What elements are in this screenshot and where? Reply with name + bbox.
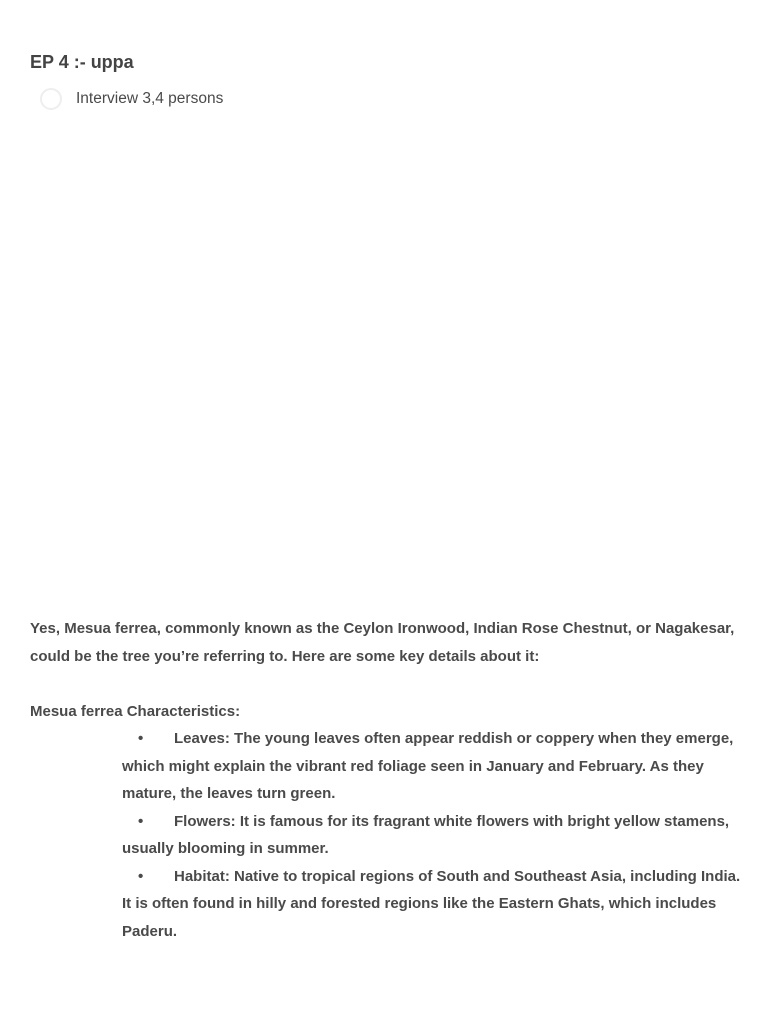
list-item-text: Leaves: The young leaves often appear reddish or coppery when they emerge, which might explain the vibrant red foliage seen in January and February. As they mature, the leaves turn green. <box>122 730 734 802</box>
checklist-item <box>40 88 223 110</box>
section-heading: Mesua ferrea Characteristics: <box>30 702 241 720</box>
list-item-leaves <box>122 725 745 808</box>
bullet-icon: • <box>138 812 144 830</box>
checklist-item-label[interactable]: Interview 3,4 persons <box>76 90 224 107</box>
list-item-text: Flowers: It is famous for its fragrant white flowers with bright yellow stamens, usually blooming in summer. <box>122 812 730 857</box>
characteristics-list <box>30 725 745 945</box>
paragraph-spacer <box>30 670 745 698</box>
bullet-icon: • <box>138 867 144 885</box>
note-title: EP 4 :- uppa <box>30 52 134 72</box>
bullet-icon: • <box>138 730 144 747</box>
note-body[interactable] <box>30 615 745 945</box>
checklist-checkbox[interactable] <box>40 88 62 110</box>
list-item-text: Habitat: Native to tropical regions of South and Southeast Asia, including India. It is often found in hilly and forested regions like the Eastern Ghats, which includes Paderu. <box>122 867 741 940</box>
intro-paragraph: Yes, Mesua ferrea, commonly known as the Ceylon Ironwood, Indian Rose Chestnut, or Nagakesar, could be the tree you’re referring to. Here are some key details about it: <box>30 620 735 665</box>
list-item-habitat <box>122 863 745 946</box>
list-item-flowers <box>122 808 745 863</box>
